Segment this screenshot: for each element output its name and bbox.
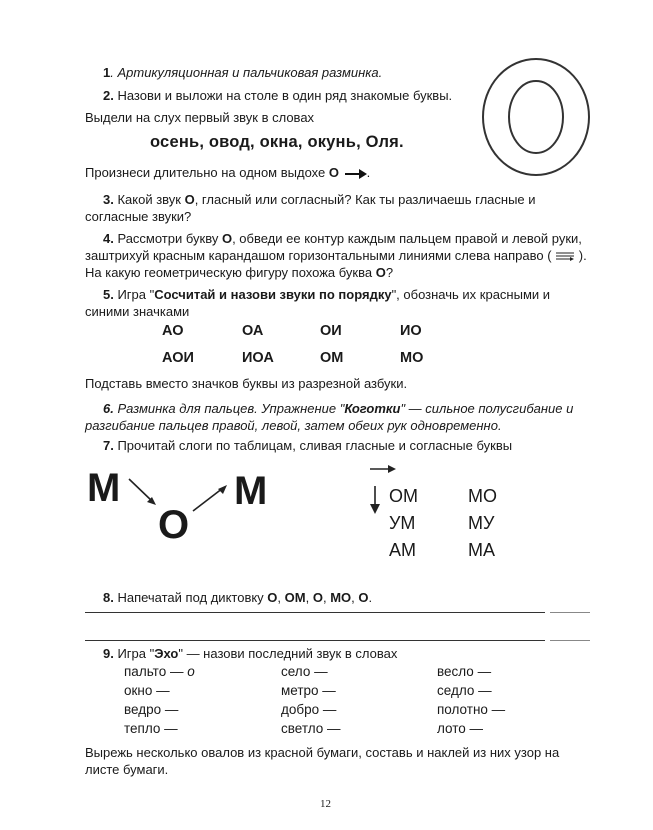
exercise-name: Коготки [344,401,401,416]
echo-word [124,664,195,679]
echo-word: добро — [281,702,337,717]
pronounce-text: Произнеси длительно на одном выдохе [85,165,329,180]
echo-word: ведро — [124,702,179,717]
example-answer: о [187,664,195,679]
echo-word: село — [281,664,328,679]
table-cell: УМ [389,513,416,533]
diagram-letter-o: О [158,503,190,547]
dictation-item: ОМ [284,590,306,605]
table-cell: ОМ [389,486,418,506]
task-number: 2. [103,88,114,103]
task-text: Прочитай слоги по таблицам, сливая гласные и согласные буквы [113,438,513,453]
task-number: 5. [103,287,114,302]
task-text: Какой звук [113,192,185,207]
task-text: Рассмотри букву [113,231,222,246]
arrow-right-icon [368,462,398,476]
task-text: Напечатай под диктовку [113,590,268,605]
diagram-arrows [125,475,235,525]
writing-line [85,640,545,641]
task-9 [103,646,397,661]
game-name: Эхо [154,646,179,661]
task-text: Разминка для пальцев. Упражнение " [113,401,345,416]
writing-line-tail [550,612,590,613]
dictation-separator: , [351,590,359,605]
big-letter-o-outline [478,55,598,180]
dictation-separator: , [305,590,313,605]
arrow-down-right-icon [129,479,156,505]
syllable: ОА [242,323,264,339]
task-number: 3. [103,192,114,207]
pronounce-period: . [366,165,371,180]
task-text: " — сильное полусгибание и разгибание пальцев правой, левой, затем обеих рук одновременно. [85,401,574,433]
task-5 [85,286,590,320]
echo-word: окно — [124,683,170,698]
letter-o: О [221,231,233,246]
syllable: АО [162,323,184,339]
task-number: 7. [103,438,114,453]
task-text: , гласный или согласный? Как ты различаешь гласные и согласные звуки? [85,192,536,224]
task-text: Игра " [113,287,155,302]
task-2-line2: Выдели на слух первый звук в словах [85,110,315,125]
dictation-separator: , [322,590,331,605]
syllable: МО [400,350,424,366]
echo-word: весло — [437,664,492,679]
letter-o: О [184,192,195,207]
task-number: 6. [103,401,114,416]
letter-o: О [375,265,386,280]
task-2 [103,88,452,103]
echo-word: полотно — [437,702,506,717]
task-text: " — назови последний звук в словах [178,646,398,661]
task-8 [103,590,372,605]
arrow-right-icon [345,169,367,179]
arrow-up-right-icon [193,485,227,511]
syllable: ОМ [320,350,344,366]
task-text: ). На какую геометрическую фигуру похожа буква [85,248,587,280]
echo-word: седло — [437,683,492,698]
task-3 [85,191,590,225]
echo-word: тепло — [124,721,178,736]
table-cell: АМ [389,540,416,560]
task-text: Назови и выложи на столе в один ряд знакомые буквы. [113,88,453,103]
echo-word: светло — [281,721,341,736]
table-cell: МУ [468,513,495,533]
task-4 [85,230,590,281]
echo-word-text: пальто — [124,664,188,679]
diagram-letter-m-right: М [234,469,268,513]
task-text: ", обозначь их красными и синими значками [85,287,551,319]
pronounce-line [85,165,370,180]
dictation-separator: , [277,590,285,605]
syllable: ИОА [242,350,274,366]
task-number: 8. [103,590,114,605]
pronounce-letter: О [328,165,339,180]
dictation-item: О [267,590,278,605]
task-number: 4. [103,231,114,246]
dictation-item: О [312,590,323,605]
task-1 [103,65,382,80]
arrow-down-icon [368,484,382,516]
task-text: . Артикуляционная и пальчиковая разминка. [110,65,383,80]
page-number: 12 [320,798,331,810]
task-7 [103,438,512,453]
table-cell: МО [468,486,497,506]
echo-word: лото — [437,721,484,736]
syllable: ОИ [320,323,342,339]
dictation-separator: . [368,590,373,605]
echo-word: метро — [281,683,336,698]
dictation-item: О [358,590,369,605]
syllable: АОИ [162,350,194,366]
game-name: Сосчитай и назови звуки по порядку [154,287,392,302]
writing-line [85,612,545,613]
task-text: ? [385,265,394,280]
hatching-direction-icon [555,251,575,262]
task-5-after: Подставь вместо значков буквы из разрезной азбуки. [85,376,408,391]
words-list: осень, овод, окна, окунь, Оля. [150,133,404,151]
task-text: Игра " [113,646,155,661]
dictation-sequence [267,590,372,605]
syllable: ИО [400,323,422,339]
dictation-item: МО [330,590,352,605]
task-9-after: Вырежь несколько овалов из красной бумаги, составь и наклей из них узор на листе бумаги. [85,745,560,777]
table-cell: МА [468,540,495,560]
task-6 [85,400,590,434]
writing-line-tail [550,640,590,641]
task-text: , обведи ее контур каждым пальцем правой и левой руки, заштрихуй красным карандашом горизонтальными линиями слева направо ( [85,231,582,263]
task-number: 1 [103,65,111,80]
task-number: 9. [103,646,114,661]
diagram-letter-m-left: М [87,466,121,510]
